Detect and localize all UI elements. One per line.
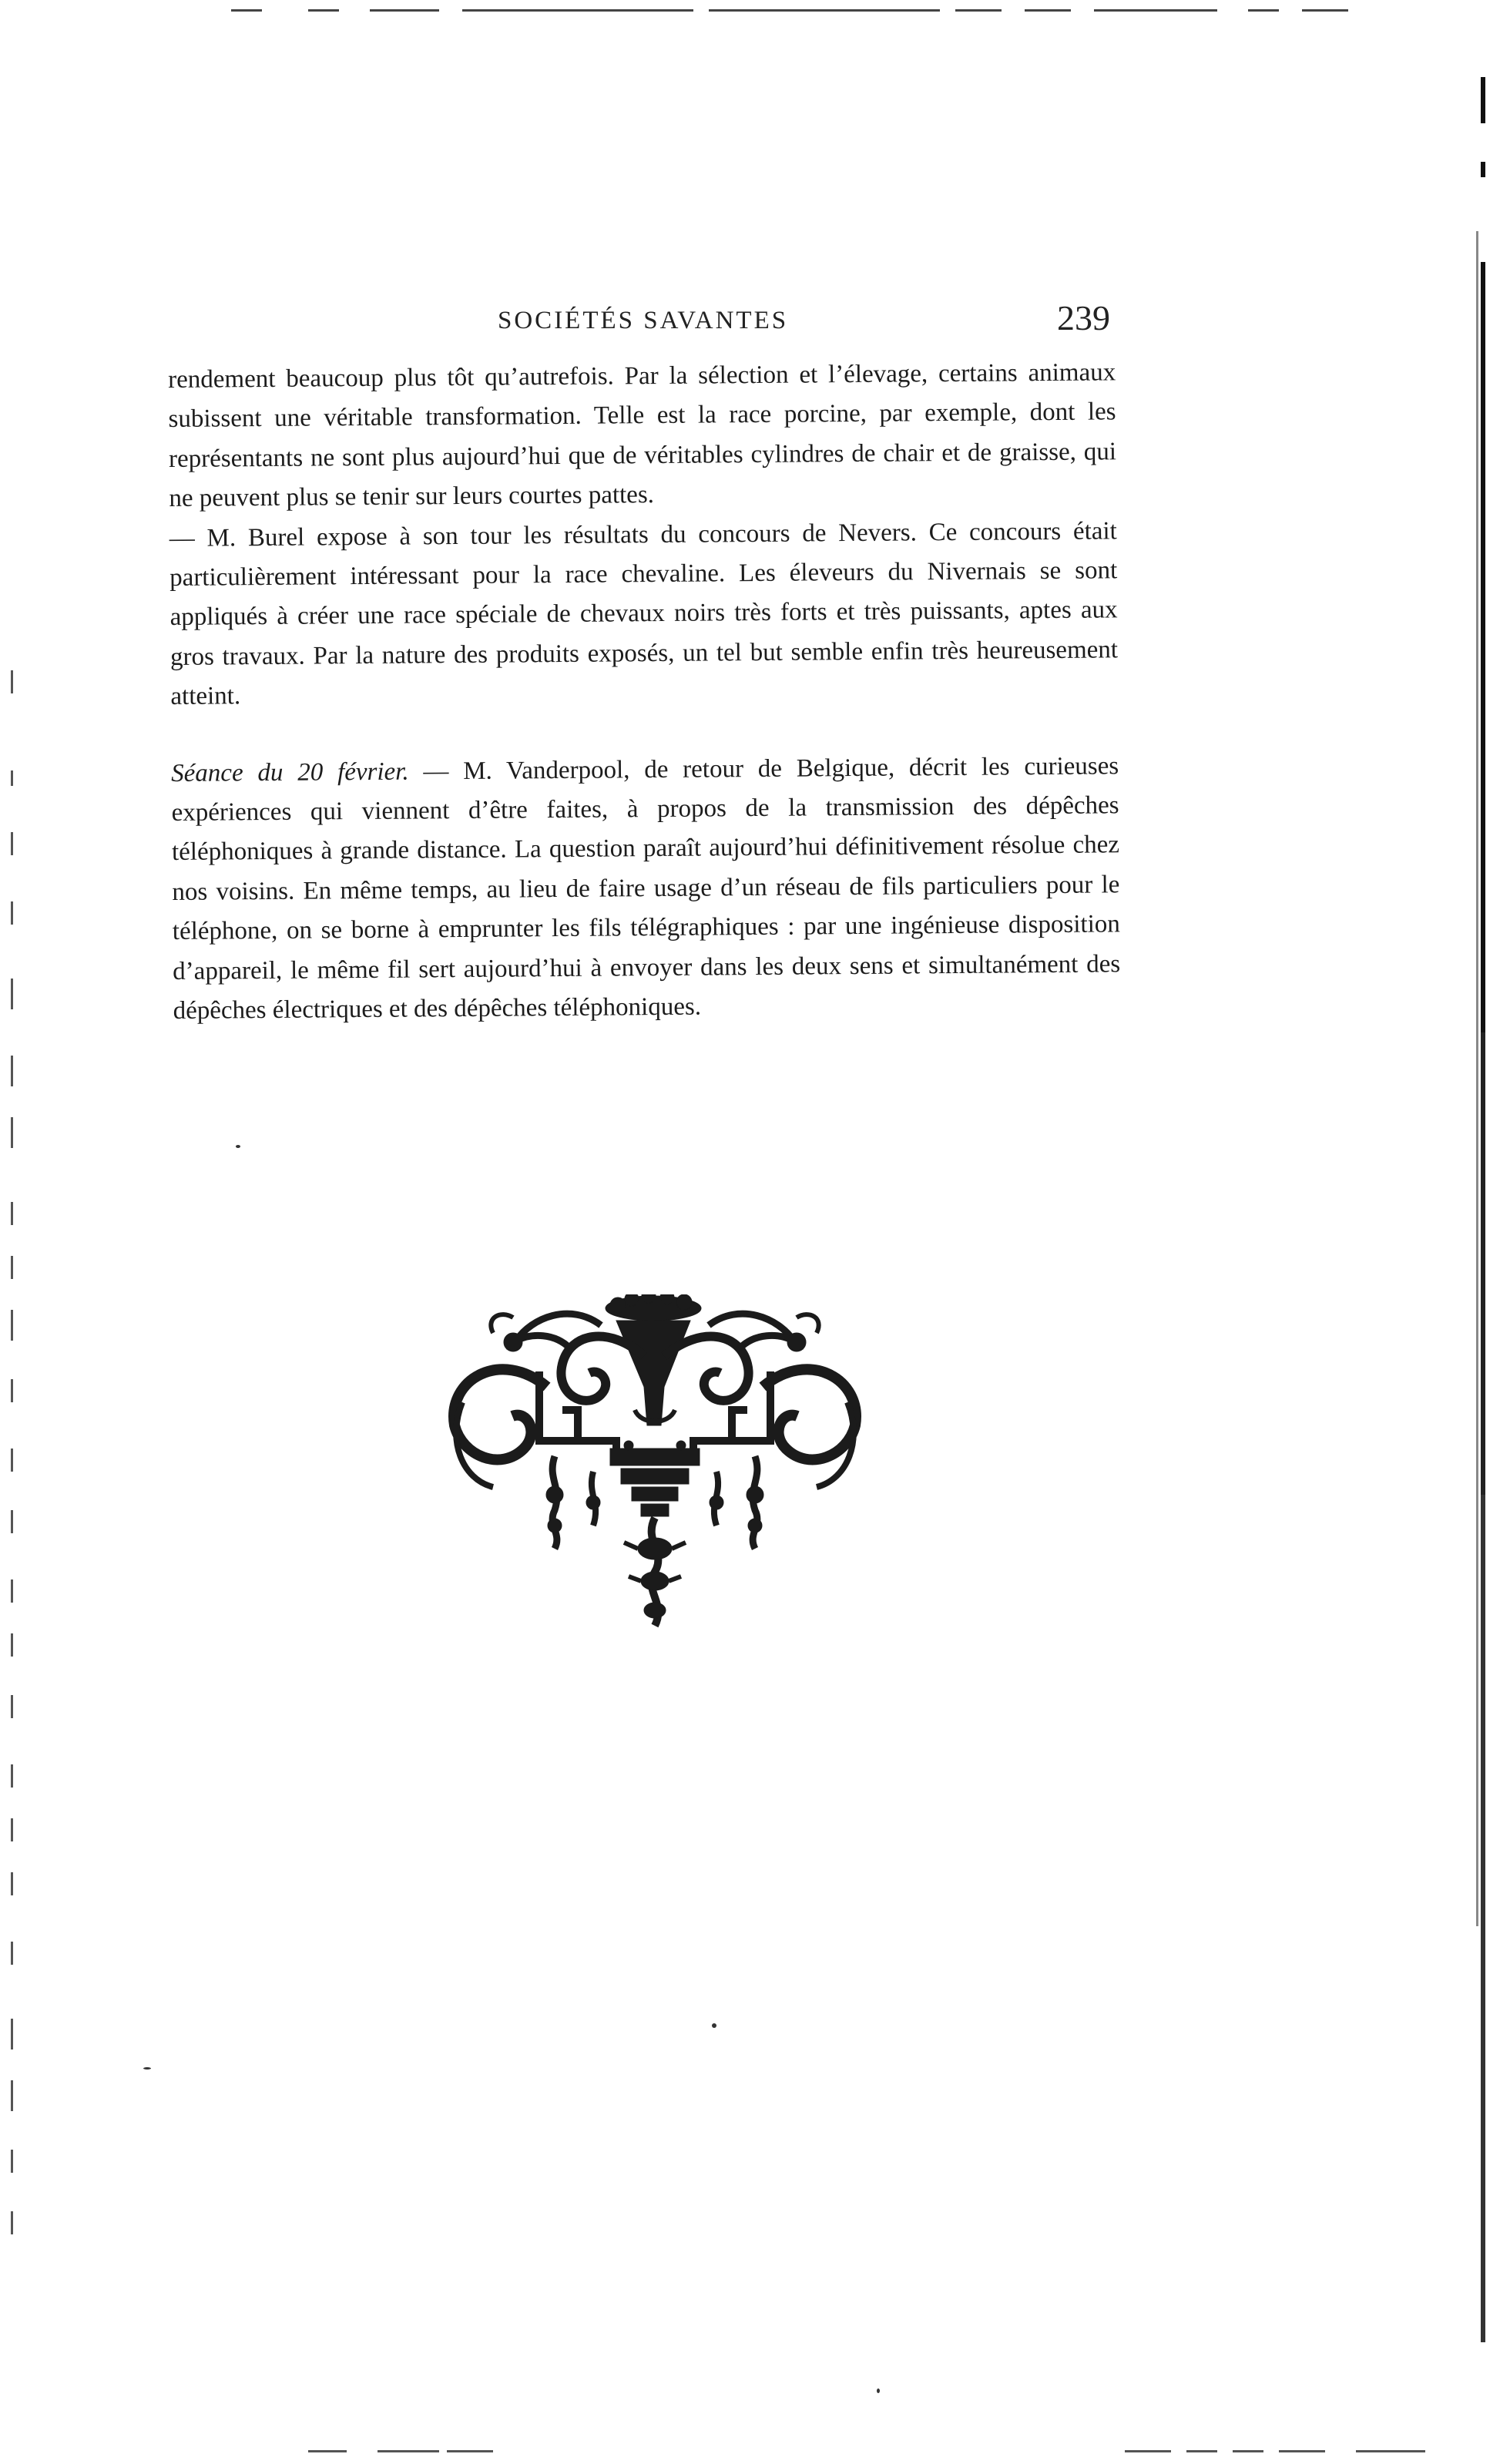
scan-artifact-left [11, 832, 13, 855]
scan-speck [712, 2023, 716, 2028]
scan-artifact-top [955, 9, 1002, 12]
scan-artifact-left [11, 1202, 13, 1225]
scan-artifact-left [11, 1379, 13, 1402]
scan-artifact-left [11, 1942, 13, 1965]
running-head: SOCIÉTÉS SAVANTES [498, 307, 789, 334]
scan-artifact-left [11, 1579, 13, 1603]
scan-artifact-left [11, 1872, 13, 1895]
session-date: Séance du 20 février. [171, 757, 409, 787]
scan-artifact-left [11, 2019, 13, 2049]
scan-artifact-left [11, 1764, 13, 1788]
paragraph-session [171, 747, 1121, 1031]
scan-artifact-left [11, 1633, 13, 1657]
scan-artifact-top [308, 9, 339, 12]
scan-artifact-left [11, 2150, 13, 2173]
body-text [168, 353, 1121, 1031]
scan-artifact-left [11, 2211, 13, 2234]
scan-artifact-left [11, 770, 13, 786]
scan-artifact-bottom [378, 2450, 439, 2452]
scan-artifact-top [1302, 9, 1348, 12]
scan-speck [877, 2388, 880, 2393]
paragraph-session-text: — M. Vanderpool, de retour de Belgique, décrit les curieuses expériences qui viennent d’être faites, à propos de la transmission des dépêches téléphoniques à grande distance. La question paraît aujourd’hui définitivement résolue chez nos voisins. En même temps, au lieu de faire usage d’un réseau de fils particuliers pour le téléphone, on se borne à emprunter les fils télégraphiques : par une ingénieuse disposition d’appareil, le même fil sert aujourd’hui à envoyer dans les deux sens et simultanément des dépêches électriques et des dépêches téléphoniques. [171, 751, 1121, 1026]
scan-artifact-top [1248, 9, 1279, 12]
scan-speck [236, 1145, 240, 1148]
scan-edge-right-thin [1476, 231, 1478, 1926]
paragraph: rendement beaucoup plus tôt qu’autrefois. Par la sélection et l’élevage, certains animaux subissent une véritable transformation. Telle est la race porcine, par exemple, dont les représentants ne sont plus aujourd’hui que de véritables cylindres de chair et de graisse, qui ne peuvent plus se tenir sur leurs courtes pattes. [168, 358, 1117, 513]
paragraph: — M. Burel expose à son tour les résultats du concours de Nevers. Ce concours était particulièrement intéressant pour la race chevaline. Les éleveurs du Nivernais se sont appliqués à créer une race spéciale de chevaux noirs très forts et très puissants, aptes aux gros travaux. Par la nature des produits exposés, un tel but semble enfin très heureusement atteint. [169, 516, 1119, 711]
scan-artifact-left [11, 1818, 13, 1841]
page-number: 239 [1057, 298, 1110, 337]
scan-artifact-bottom [1233, 2450, 1263, 2452]
scan-artifact-top [1025, 9, 1071, 12]
scan-artifact-top [1094, 9, 1217, 12]
scan-artifact-left [11, 1256, 13, 1279]
scan-artifact-left [11, 2080, 13, 2111]
scan-artifact-left [11, 901, 13, 925]
scan-speck [143, 2067, 151, 2070]
scan-artifact-bottom [1125, 2450, 1171, 2452]
scan-artifact-left [11, 1056, 13, 1086]
scan-edge-right [1481, 31, 1485, 2450]
scan-artifact-top [709, 9, 940, 12]
scan-artifact-left [11, 979, 13, 1009]
scan-artifact-left [11, 1695, 13, 1718]
scan-artifact-bottom [1279, 2450, 1325, 2452]
scan-artifact-left [11, 1449, 13, 1472]
scan-artifact-bottom [447, 2450, 493, 2452]
scan-artifact-bottom [308, 2450, 347, 2452]
scan-artifact-top [231, 9, 262, 12]
scan-artifact-left [11, 670, 13, 693]
scan-artifact-bottom [1356, 2450, 1425, 2452]
ornamental-tailpiece-icon [439, 1294, 871, 1633]
scan-artifact-left [11, 1510, 13, 1533]
scan-artifact-top [462, 9, 693, 12]
scan-artifact-left [11, 1117, 13, 1148]
scan-artifact-top [370, 9, 439, 12]
scan-artifact-bottom [1186, 2450, 1217, 2452]
scan-artifact-left [11, 1310, 13, 1341]
